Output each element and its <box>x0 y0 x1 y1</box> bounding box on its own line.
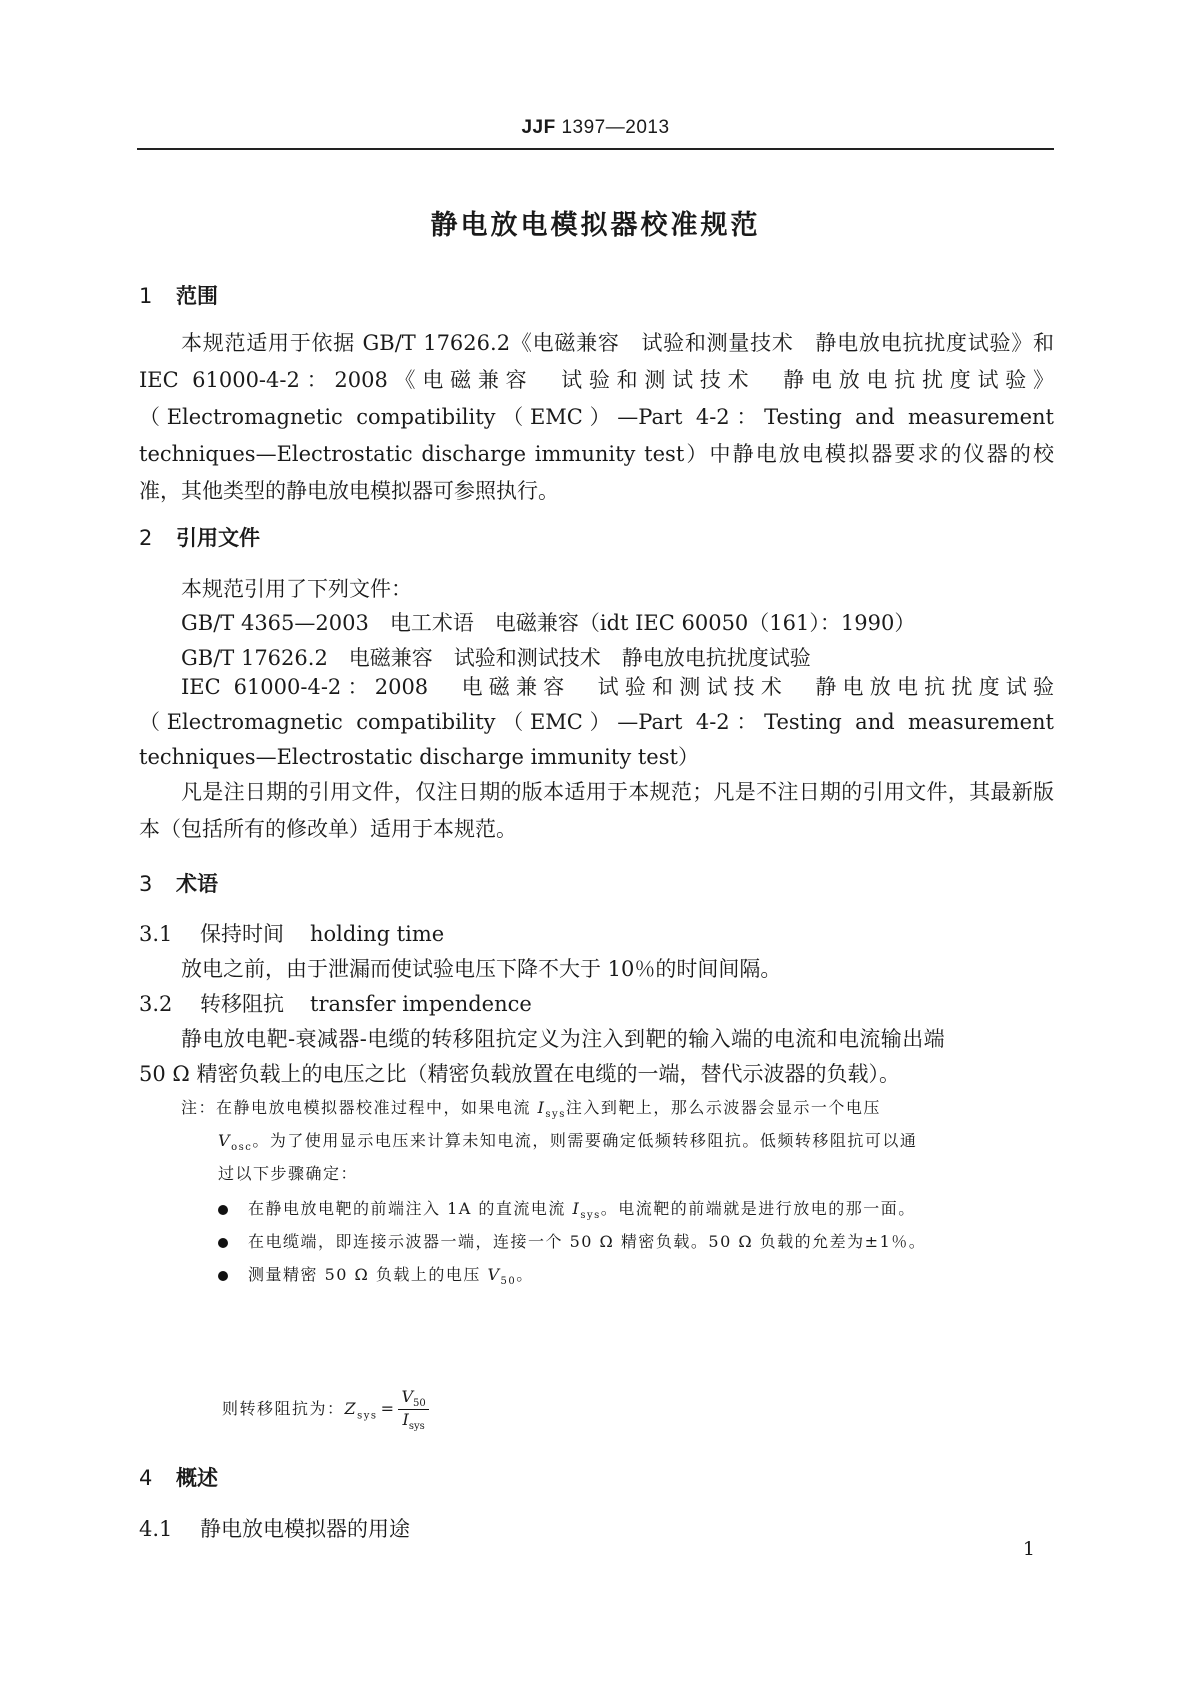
reference-item: GB/T 4365—2003 电工术语 电磁兼容（idt IEC 60050（161）：1990） <box>181 611 916 635</box>
section-1-heading <box>139 280 218 310</box>
transfer-impedance-formula <box>222 1387 429 1432</box>
section-number: 3 <box>139 872 153 896</box>
bullet-text: 在电缆端，即连接示波器一端，连接一个 50 Ω 精密负载。50 Ω 负载的允差为±1％。 <box>248 1232 927 1251</box>
subsection-number: 4.1 <box>139 1517 173 1541</box>
term-3-1-definition: 放电之前，由于泄漏而使试验电压下降不大于 10％的时间间隔。 <box>181 957 782 981</box>
section-title: 概述 <box>176 1466 218 1490</box>
symbol-impedance: Z <box>344 1399 358 1419</box>
symbol-voltage: V <box>487 1265 501 1284</box>
symbol-voltage: V <box>218 1131 232 1150</box>
denominator-symbol: I <box>402 1410 409 1430</box>
fraction-numerator <box>398 1387 428 1410</box>
reference-text: IEC 61000-4-2：2008 电磁兼容 试验和测试技术 静电放电抗扰度试验（Electromagnetic compatibility（EMC）—Part 4-2：Testing and measurement techniques—Electrostatic discharge immunity test） <box>139 675 1054 769</box>
symbol-subscript: sys <box>580 1210 601 1222</box>
header-rule <box>137 148 1054 150</box>
section-number: 2 <box>139 526 153 550</box>
term-en: transfer impendence <box>310 992 532 1016</box>
term-number: 3.1 <box>139 922 173 946</box>
document-code <box>0 117 1191 139</box>
reference-item: GB/T 17626.2 电磁兼容 试验和测试技术 静电放电抗扰度试验 <box>181 646 811 670</box>
section-title: 范围 <box>176 284 218 308</box>
note-text: 注：在静电放电模拟器校准过程中，如果电流 <box>181 1098 538 1117</box>
numerator-symbol: V <box>401 1387 414 1406</box>
reference-item-iec <box>139 670 1054 775</box>
bullet-icon <box>218 1238 228 1248</box>
fraction <box>398 1387 428 1432</box>
fraction-denominator <box>398 1410 428 1432</box>
page-number: 1 <box>1022 1538 1035 1560</box>
note-text: 注入到靶上，那么示波器会显示一个电压 <box>565 1098 881 1117</box>
bullet-text: 测量精密 50 Ω 负载上的电压 <box>248 1265 488 1284</box>
bullet-icon <box>218 1205 228 1215</box>
note-bullet-3 <box>218 1262 534 1287</box>
section-number: 4 <box>139 1466 153 1490</box>
bullet-text: 。 <box>516 1265 534 1284</box>
bullet-icon <box>218 1271 228 1281</box>
symbol-subscript: sys <box>408 1421 425 1433</box>
symbol-subscript: sys <box>357 1410 378 1422</box>
term-en: holding time <box>310 922 445 946</box>
symbol-current: I <box>537 1098 546 1117</box>
note-line1 <box>181 1095 881 1120</box>
references-rule <box>139 774 1054 848</box>
scope-text: 本规范适用于依据 GB/T 17626.2《电磁兼容 试验和测量技术 静电放电抗扰度试验》和 IEC 61000-4-2：2008《电磁兼容 试验和测试技术 静电放电抗扰度试验》（Electromagnetic compatibility（EMC）—Part 4-2：Testing and measurement techniques—Electrostatic discharge immunity test）中静电放电模拟器要求的仪器的校准，其他类型的静电放电模拟器可参照执行。 <box>139 331 1054 503</box>
symbol-current: I <box>572 1199 581 1218</box>
term-3-2 <box>139 988 532 1018</box>
note-text: 。为了使用显示电压来计算未知电流，则需要确定低频转移阻抗。低频转移阻抗可以通 <box>252 1131 918 1150</box>
code-prefix: JJF <box>521 117 556 138</box>
term-3-2-definition-line1: 静电放电靶-衰减器-电缆的转移阻抗定义为注入到靶的输入端的电流和电流输出端 <box>181 1027 945 1051</box>
code-number: 1397—2013 <box>555 117 670 138</box>
section-title: 引用文件 <box>176 526 260 550</box>
note-bullet-1 <box>218 1196 916 1221</box>
references-rule-text: 凡是注日期的引用文件，仅注日期的版本适用于本规范；凡是不注日期的引用文件，其最新版本（包括所有的修改单）适用于本规范。 <box>139 780 1054 841</box>
bullet-text: 。电流靶的前端就是进行放电的那一面。 <box>600 1199 916 1218</box>
section-title: 术语 <box>176 872 218 896</box>
equals-sign: = <box>380 1399 396 1419</box>
references-intro: 本规范引用了下列文件： <box>181 577 412 601</box>
section-3-heading <box>139 868 218 898</box>
note-line3: 过以下步骤确定： <box>218 1164 359 1183</box>
section-number: 1 <box>139 284 153 308</box>
term-number: 3.2 <box>139 992 173 1016</box>
symbol-subscript: osc <box>231 1142 253 1154</box>
term-3-2-definition-line2: 50 Ω 精密负载上的电压之比（精密负载放置在电缆的一端，替代示波器的负载）。 <box>139 1062 900 1086</box>
symbol-subscript: 50 <box>413 1398 426 1410</box>
bullet-text: 在静电放电靶的前端注入 1A 的直流电流 <box>248 1199 573 1218</box>
symbol-subscript: sys <box>545 1109 566 1121</box>
symbol-subscript: 50 <box>500 1276 517 1288</box>
note-bullet-2 <box>218 1229 926 1252</box>
subsection-4-1 <box>139 1513 410 1543</box>
term-3-1 <box>139 918 444 948</box>
scope-paragraph <box>139 325 1054 510</box>
subsection-title: 静电放电模拟器的用途 <box>200 1517 410 1541</box>
formula-prefix: 则转移阻抗为： <box>222 1399 345 1419</box>
note-line2 <box>218 1128 917 1153</box>
section-4-heading <box>139 1462 218 1492</box>
term-zh: 转移阻抗 <box>200 992 284 1016</box>
term-zh: 保持时间 <box>200 922 284 946</box>
section-2-heading <box>139 522 260 552</box>
page-title: 静电放电模拟器校准规范 <box>430 210 761 241</box>
